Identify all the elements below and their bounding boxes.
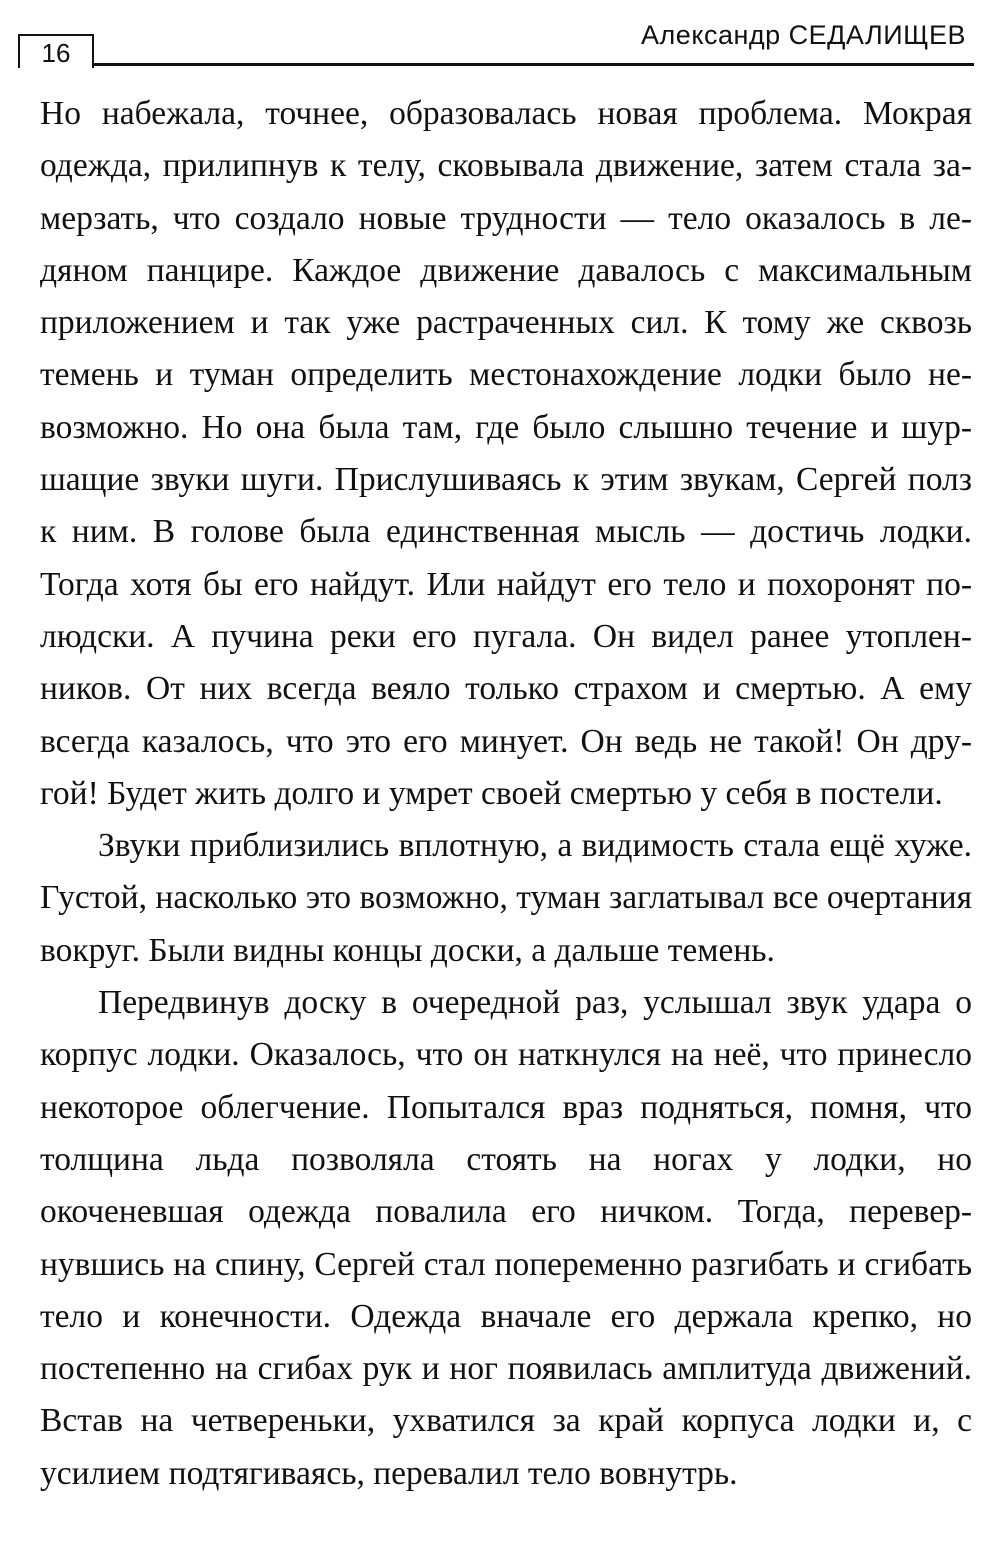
body-text [40,88,972,1500]
running-head: Александр СЕДАЛИЩЕВ [641,20,966,50]
paragraph-3: Передвинув доску в очередной раз, услышал звук удара о корпус лодки. Оказалось, что он наткнулся на неё, что принесло некоторое облегчение. Попытался враз подняться, помня, что толщина льда позволяла стоять на ногах у лодки, но окоченевшая одежда повалила его ничком. Тогда, перевернувшись на спину, Сергей стал попеременно разгибать и сгибать тело и конечности. Одежда вначале его держала крепко, но постепенно на сгибах рук и ног появилась амплитуда движений. Встав на четвереньки, ухватился за край корпуса лодки и, с усилием подтягиваясь, перевалил тело вовнутрь. [40,984,972,1492]
header-rule [94,63,974,66]
paragraph-1: Но набежала, точнее, образовалась новая проблема. Мокрая одежда, прилипнув к телу, сковывала движение, затем стала замерзать, что создало новые трудности — тело оказалось в ледяном панцире. Каждое движение давалось с максимальным приложением и так уже растраченных сил. К тому же сквозь темень и туман определить местонахождение лодки было невозможно. Но она была там, где было слышно течение и шуршащие звуки шуги. Прислушиваясь к этим звукам, Сергей полз к ним. В голове была единственная мысль — достичь лодки. Тогда хотя бы его найдут. Или найдут его тело и похоронят по-людски. А пучина реки его пугала. Он видел ранее утопленников. От них всегда веяло только страхом и смертью. А ему всегда казалось, что это его минует. Он ведь не такой! Он другой! Будет жить долго и умрет своей смертью у себя в постели. [40,95,972,812]
page-header [18,18,974,66]
paragraph-2: Звуки приблизились вплотную, а видимость стала ещё хуже. Густой, насколько это возможно, туман заглатывал все очертания вокруг. Были видны концы доски, а дальше темень. [40,827,972,969]
page-number: 16 [18,34,94,68]
